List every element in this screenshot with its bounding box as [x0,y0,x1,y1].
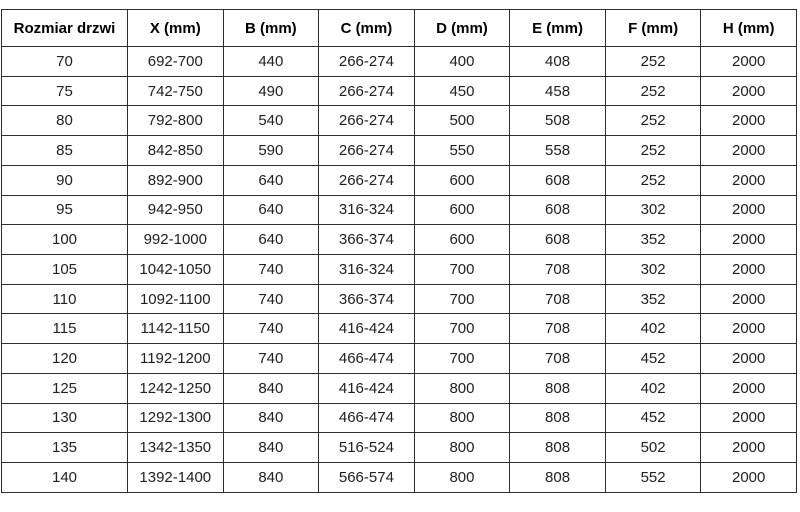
table-cell: 302 [605,255,701,285]
table-cell: 508 [510,106,606,136]
table-cell: 1342-1350 [128,433,224,463]
table-cell: 2000 [701,136,797,166]
table-cell: 2000 [701,255,797,285]
table-cell: 266-274 [319,136,415,166]
table-cell: 740 [223,255,319,285]
table-cell: 2000 [701,463,797,493]
table-cell: 742-750 [128,76,224,106]
table-cell: 252 [605,47,701,77]
table-cell: 490 [223,76,319,106]
header-row [2,10,797,47]
table-cell: 942-950 [128,195,224,225]
column-header-1: X (mm) [128,10,224,47]
table-cell: 992-1000 [128,225,224,255]
table-cell: 452 [605,403,701,433]
table-cell: 75 [2,76,128,106]
table-cell: 700 [414,344,510,374]
table-cell: 640 [223,165,319,195]
table-cell: 792-800 [128,106,224,136]
table-cell: 252 [605,136,701,166]
table-cell: 708 [510,314,606,344]
column-header-0: Rozmiar drzwi [2,10,128,47]
table-cell: 2000 [701,284,797,314]
table-cell: 266-274 [319,76,415,106]
table-cell: 135 [2,433,128,463]
table-cell: 1042-1050 [128,255,224,285]
table-cell: 366-374 [319,284,415,314]
table-cell: 566-574 [319,463,415,493]
table-row [2,225,797,255]
table-cell: 352 [605,225,701,255]
table-cell: 600 [414,225,510,255]
table-cell: 800 [414,403,510,433]
table-cell: 840 [223,373,319,403]
table-cell: 2000 [701,165,797,195]
table-cell: 252 [605,165,701,195]
table-cell: 600 [414,165,510,195]
table-cell: 316-324 [319,195,415,225]
table-row [2,314,797,344]
table-cell: 600 [414,195,510,225]
table-cell: 842-850 [128,136,224,166]
table-cell: 502 [605,433,701,463]
column-header-4: D (mm) [414,10,510,47]
table-cell: 608 [510,165,606,195]
table-cell: 708 [510,255,606,285]
table-cell: 466-474 [319,344,415,374]
table-row [2,136,797,166]
table-cell: 90 [2,165,128,195]
table-row [2,106,797,136]
table-cell: 2000 [701,373,797,403]
table-cell: 400 [414,47,510,77]
table-cell: 450 [414,76,510,106]
table-cell: 800 [414,373,510,403]
table-cell: 130 [2,403,128,433]
table-cell: 85 [2,136,128,166]
table-cell: 352 [605,284,701,314]
column-header-7: H (mm) [701,10,797,47]
table-cell: 2000 [701,106,797,136]
column-header-5: E (mm) [510,10,606,47]
table-cell: 700 [414,255,510,285]
table-cell: 1142-1150 [128,314,224,344]
column-header-6: F (mm) [605,10,701,47]
table-row [2,373,797,403]
door-size-table [1,9,797,493]
table-cell: 2000 [701,76,797,106]
table-cell: 708 [510,284,606,314]
table-cell: 2000 [701,403,797,433]
table-cell: 2000 [701,344,797,374]
table-row [2,165,797,195]
table-cell: 402 [605,314,701,344]
table-header [2,10,797,47]
table-cell: 590 [223,136,319,166]
table-cell: 808 [510,433,606,463]
table-cell: 252 [605,76,701,106]
column-header-3: C (mm) [319,10,415,47]
table-row [2,47,797,77]
table-cell: 115 [2,314,128,344]
table-cell: 316-324 [319,255,415,285]
table-cell: 440 [223,47,319,77]
table-cell: 120 [2,344,128,374]
table-cell: 558 [510,136,606,166]
table-cell: 110 [2,284,128,314]
table-row [2,195,797,225]
table-cell: 700 [414,314,510,344]
table-cell: 640 [223,195,319,225]
table-cell: 140 [2,463,128,493]
table-cell: 700 [414,284,510,314]
table-cell: 1242-1250 [128,373,224,403]
table-cell: 466-474 [319,403,415,433]
table-cell: 608 [510,195,606,225]
table-cell: 840 [223,433,319,463]
table-cell: 892-900 [128,165,224,195]
table-cell: 1092-1100 [128,284,224,314]
table-cell: 2000 [701,433,797,463]
table-cell: 125 [2,373,128,403]
table-cell: 608 [510,225,606,255]
table-cell: 800 [414,433,510,463]
table-cell: 708 [510,344,606,374]
table-row [2,463,797,493]
table-cell: 458 [510,76,606,106]
column-header-2: B (mm) [223,10,319,47]
table-cell: 692-700 [128,47,224,77]
table-cell: 1192-1200 [128,344,224,374]
table-cell: 740 [223,314,319,344]
table-row [2,76,797,106]
table-cell: 840 [223,463,319,493]
table-body [2,47,797,493]
table-row [2,403,797,433]
table-cell: 2000 [701,47,797,77]
table-cell: 1392-1400 [128,463,224,493]
table-cell: 402 [605,373,701,403]
table-cell: 252 [605,106,701,136]
table-cell: 1292-1300 [128,403,224,433]
table-row [2,255,797,285]
table-cell: 2000 [701,195,797,225]
table-cell: 552 [605,463,701,493]
table-cell: 452 [605,344,701,374]
table-cell: 808 [510,463,606,493]
table-cell: 500 [414,106,510,136]
table-cell: 2000 [701,225,797,255]
table-cell: 366-374 [319,225,415,255]
table-cell: 740 [223,344,319,374]
table-cell: 70 [2,47,128,77]
table-row [2,284,797,314]
table-cell: 640 [223,225,319,255]
table-cell: 416-424 [319,373,415,403]
table-cell: 266-274 [319,47,415,77]
table-cell: 840 [223,403,319,433]
table-cell: 800 [414,463,510,493]
table-cell: 408 [510,47,606,77]
table-cell: 540 [223,106,319,136]
table-cell: 550 [414,136,510,166]
table-cell: 100 [2,225,128,255]
table-cell: 2000 [701,314,797,344]
table-cell: 95 [2,195,128,225]
table-cell: 416-424 [319,314,415,344]
table-cell: 302 [605,195,701,225]
table-cell: 266-274 [319,106,415,136]
table-cell: 740 [223,284,319,314]
table-row [2,344,797,374]
table-cell: 266-274 [319,165,415,195]
table-cell: 80 [2,106,128,136]
table-row [2,433,797,463]
table-cell: 516-524 [319,433,415,463]
table-cell: 808 [510,373,606,403]
table-cell: 105 [2,255,128,285]
table-cell: 808 [510,403,606,433]
